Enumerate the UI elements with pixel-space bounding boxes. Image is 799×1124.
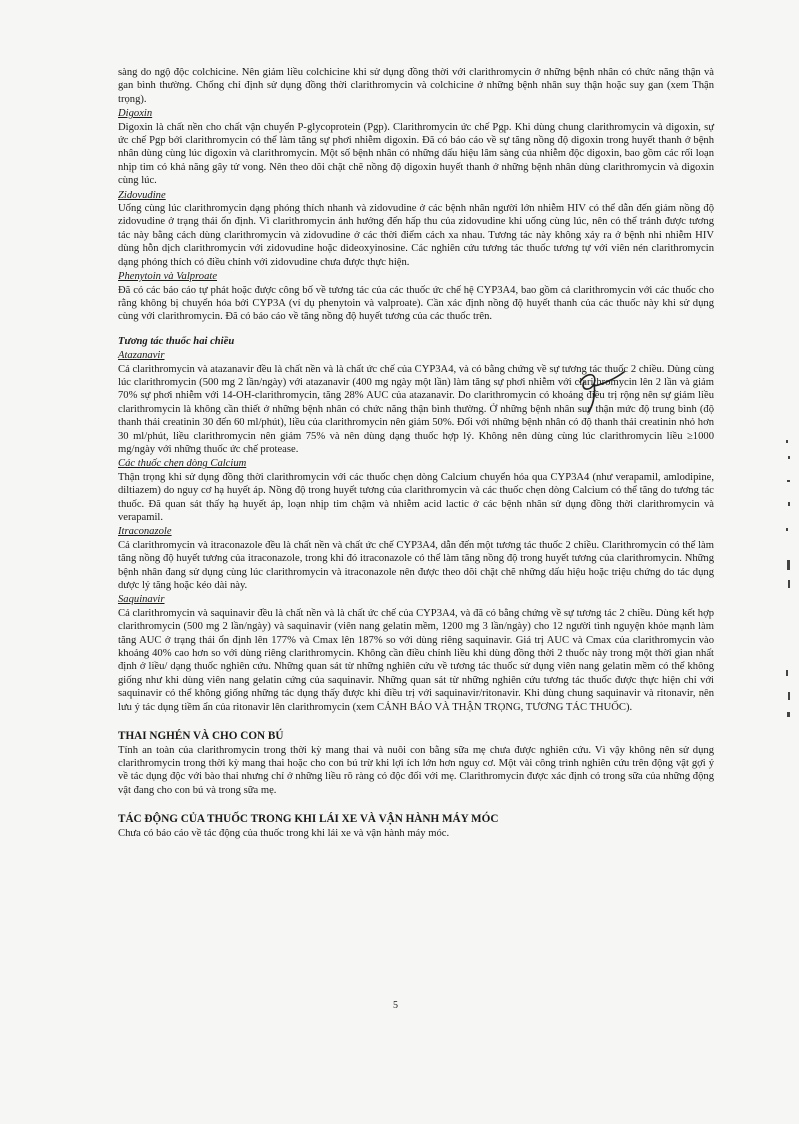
heading-calcium-channel-blockers: Các thuốc chẹn dòng Calcium bbox=[118, 458, 247, 470]
heading-itraconazole: Itraconazole bbox=[118, 526, 172, 538]
paragraph-itraconazole: Cả clarithromycin và itraconazole đều là chất nền và chất ức chế CYP3A4, dẫn đến một tương tác thuốc 2 chiều. Clarithromycin có thể làm tăng nồng độ huyết tương của itraconazole, trong khi đó itraconazole có thể làm tăng nồng độ trong huyết tương của clarithromycin. Những bệnh nhân đang sử dụng cùng lúc clarithromycin và itraconazole nên được theo dõi chặt chẽ những dấu hiệu hoặc triệu chứng do tác dụng dược lý tăng hoặc kéo dài này. bbox=[118, 539, 714, 592]
heading-digoxin: Digoxin bbox=[118, 108, 153, 120]
heading-driving-machinery: TÁC ĐỘNG CỦA THUỐC TRONG KHI LÁI XE VÀ VẬN HÀNH MÁY MÓC bbox=[118, 813, 499, 826]
page-number: 5 bbox=[393, 1000, 398, 1011]
paragraph-calcium-channel-blockers: Thận trọng khi sử dụng đồng thời clarithromycin với các thuốc chẹn dòng Calcium chuyển hóa qua CYP3A4 (như verapamil, amlodipine, diltiazem) do nguy cơ hạ huyết áp. Nồng độ trong huyết tương của clarithromycin và các thuốc chẹn dòng Calcium có thể tăng do tương tác thuốc. Đã quan sát thấy hạ huyết áp, loạn nhịp tim chậm và nhiễm acid lactic ở các bệnh nhân sử dụng đồng thời clarithromycin và verapamil. bbox=[118, 471, 714, 523]
paragraph-atazanavir: Cả clarithromycin và atazanavir đều là chất nền và là chất ức chế của CYP3A4, và có bằng chứng về sự tương tác thuốc 2 chiều. Dùng cùng lúc clarithromycin (500 mg 2 lần/ngày) với atazanavir (400 mg ngày một lần) làm tăng sự phơi nhiễm với clarithromycin lên 2 lần và giảm 70% sự phơi nhiễm với 14-OH-clarithromycin, tăng 28% AUC của atazanavir. Do clarithromycin có khoảng điều trị rộng nên sự giảm liều clarithromycin là không cần thiết ở những bệnh nhân có chức năng thận bình thường. Ở những bệnh nhân suy thận mức độ trung bình (độ thanh thải creatinin 30 đến 60 ml/phút), liều của clarithromycin nên giảm 50%. Đối với những bệnh nhân có độ thanh thải creatinin nhỏ hơn 30 ml/phút, liều clarithromycin nên giảm 75% và nên dùng dạng thuốc hợp lý. Không nên dùng cùng lúc clarithromycin liều ≥1000 mg/ngày với những thuốc ức chế protease. bbox=[118, 363, 714, 455]
document-body bbox=[118, 66, 714, 840]
heading-phenytoin-valproate: Phenytoin và Valproate bbox=[118, 271, 218, 283]
heading-atazanavir: Atazanavir bbox=[118, 350, 165, 362]
paragraph-saquinavir: Cả clarithromycin và saquinavir đều là chất nền và là chất ức chế của CYP3A4, và đã có bằng chứng về sự tương tác 2 chiều. Dùng kết hợp clarithromycin (500 mg 2 lần/ngày) và saquinavir (viên nang gelatin mềm, 1200 mg 3 lần/ngày) cho 12 người tình nguyện khỏe mạnh làm tăng AUC ở trạng thái ổn định lên 177% và Cmax lên 187% so với dùng riêng saquinavir. Giá trị AUC và Cmax của clarithromycin vào khoảng 40% cao hơn so với dùng riêng clarithromycin. Không cần điều chỉnh liều khi dùng đồng thời 2 thuốc này trong một thời gian nhất định ở liều/ dạng thuốc nghiên cứu. Những quan sát từ những nghiên cứu về tương tác thuốc sử dụng viên nang gelatin mềm có thể không giống như khi dùng viên nang gelatin cứng của saquinavir. Những quan sát từ những nghiên cứu tương tác thuốc được thực hiện chỉ với saquinavir có thể không giống những tác dụng thấy được khi điều trị với saquinavir/ritonavir. Khi dùng chung saquinavir và ritonavir, nên lưu ý tác dụng tiềm ẩn của ritonavir lên clarithromycin (xem CẢNH BÁO VÀ THẬN TRỌNG, TƯƠNG TÁC THUỐC). bbox=[118, 607, 714, 713]
heading-zidovudine: Zidovudine bbox=[118, 189, 166, 201]
paragraph-pregnancy-lactation: Tính an toàn của clarithromycin trong thời kỳ mang thai và nuôi con bằng sữa mẹ chưa được nghiên cứu. Vì vậy không nên sử dụng clarithromycin trong thời kỳ mang thai hoặc cho con bú trừ khi lợi ích lớn hơn nguy cơ. Một vài công trình nghiên cứu trên động vật gợi ý về tác dụng độc với bào thai nhưng chỉ ở những liều rõ ràng có độc đối với mẹ. Clarithromycin được xác định có trong sữa của những động vật đang cho con bú và trong sữa mẹ. bbox=[118, 744, 714, 796]
margin-scan-marks bbox=[770, 430, 794, 730]
paragraph-phenytoin-valproate: Đã có các báo cáo tự phát hoặc được công bố về tương tác của các thuốc ức chế hệ CYP3A4, bao gồm cả clarithromycin với các thuốc cho rằng không bị chuyển hóa bởi CYP3A (ví dụ phenytoin và valproate). Cần xác định nồng độ huyết thanh của các thuốc này khi sử dụng cùng với clarithromycin. Đã có báo cáo về tăng nồng độ huyết tương của các thuốc trên. bbox=[118, 284, 714, 323]
handwritten-signature bbox=[572, 368, 628, 416]
paragraph-digoxin: Digoxin là chất nền cho chất vận chuyển P-glycoprotein (Pgp). Clarithromycin ức chế Pgp. Khi dùng chung clarithromycin và digoxin, sự ức chế Pgp bởi clarithromycin có thể làm tăng sự phơi nhiễm digoxin. Đã có báo cáo về sự tăng nồng độ digoxin trong huyết thanh ở bệnh nhân dùng cùng lúc digoxin và clarithromycin. Một số bệnh nhân có những dấu hiệu lâm sàng của nhiễm độc digoxin, bao gồm các rối loạn nhịp tim có khả năng gây tử vong. Nên theo dõi chặt chẽ nồng độ digoxin huyết thanh ở những bệnh nhân dùng clarithromycin và digoxin cùng lúc. bbox=[118, 121, 714, 187]
heading-saquinavir: Saquinavir bbox=[118, 594, 165, 606]
paragraph-zidovudine: Uống cùng lúc clarithromycin dạng phóng thích nhanh và zidovudine ở các bệnh nhân người lớn nhiễm HIV có thể dẫn đến giảm nồng độ zidovudine ở trạng thái ổn định. Vì clarithromycin ảnh hưởng đến hấp thu của zidovudine khi uống cùng lúc, nên có thể tránh được tương tác này bằng cách dùng clarithromycin và zidovudine ở các thời điểm cách xa nhau. Tương tác này không xảy ra ở bệnh nhi nhiễm HIV dùng hỗn dịch clarithromycin với zidovudine hoặc dideoxyinosine. Các nghiên cứu tương tác thuốc tương tự với viên nén clarithromycin dạng phóng thích có điều chỉnh với zidovudine chưa được thực hiện. bbox=[118, 203, 714, 268]
paragraph-colchicine: sàng do ngộ độc colchicine. Nên giảm liều colchicine khi sử dụng đồng thời với clarithromycin ở những bệnh nhân có chức năng thận và gan bình thường. Chống chỉ định sử dụng đồng thời clarithromycin và colchicine ở những bệnh nhân suy thận hoặc suy gan (xem Thận trọng). bbox=[118, 67, 714, 105]
heading-bidirectional-interactions: Tương tác thuốc hai chiều bbox=[118, 335, 235, 347]
paragraph-driving-machinery: Chưa có báo cáo về tác động của thuốc trong khi lái xe và vận hành máy móc. bbox=[118, 827, 450, 839]
heading-pregnancy-lactation: THAI NGHÉN VÀ CHO CON BÚ bbox=[118, 730, 284, 743]
